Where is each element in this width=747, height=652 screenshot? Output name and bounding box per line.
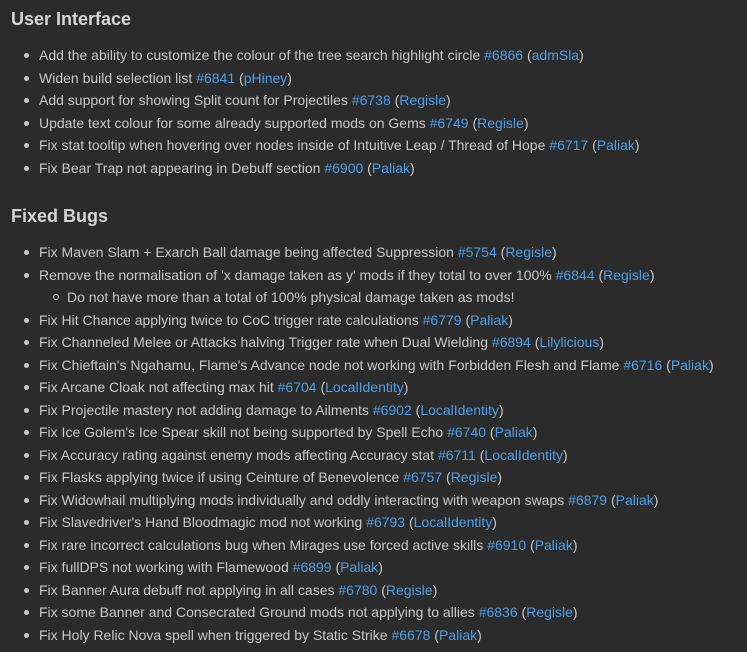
list-item: Fix rare incorrect calculations bug when Mirages use forced active skills #6910 (Paliak) (24, 534, 747, 557)
list-item: Remove the normalisation of 'x damage taken as y' mods if they total to over 100% #6844 (Regisle) Do not have more than a total of 100% physical damage taken as mods! (24, 264, 747, 309)
item-text: Fix Banner Aura debuff not applying in all cases (39, 581, 335, 598)
author-link[interactable]: Paliak (371, 159, 410, 176)
pr-link[interactable]: #6757 (403, 469, 443, 485)
author-link[interactable]: LocalIdentity (484, 446, 564, 463)
item-text: Fix Ice Golem's Ice Spear skill not being supported by Spell Echo (39, 424, 444, 440)
pr-link[interactable]: #6678 (391, 626, 431, 643)
pr-link[interactable]: #6704 (277, 379, 317, 395)
pr-link[interactable]: #6841 (196, 69, 236, 86)
pr-link[interactable]: #6894 (491, 334, 531, 350)
item-text: Fix stat tooltip when hovering over nodes inside of Intuitive Leap / Thread of Hope (39, 137, 546, 153)
list-item: Fix Arcane Cloak not affecting max hit #6704 (LocalIdentity) (24, 376, 747, 399)
author-link[interactable]: Regisle (603, 266, 650, 283)
user-interface-list (24, 44, 747, 179)
pr-link[interactable]: #6740 (447, 424, 487, 440)
pr-link[interactable]: #6879 (568, 491, 608, 508)
list-item: Fix Ice Golem's Ice Spear skill not being supported by Spell Echo #6740 (Paliak) (24, 421, 747, 444)
list-item: Fix Bear Trap not appearing in Debuff section #6900 (Paliak) (24, 157, 747, 180)
list-item: Fix Banner Aura debuff not applying in all cases #6780 (Regisle) (24, 579, 747, 602)
list-item: Add the ability to customize the colour of the tree search highlight circle #6866 (admSla) (24, 44, 747, 67)
item-text: Remove the normalisation of 'x damage taken as y' mods if they total to over 100% (39, 266, 552, 283)
pr-link[interactable]: #6749 (429, 114, 469, 131)
item-text: Fix some Banner and Consecrated Ground mods not applying to allies (39, 604, 475, 620)
item-text: Update text colour for some already supported mods on Gems (39, 114, 426, 131)
author-link[interactable]: Regisle (385, 581, 433, 598)
pr-link[interactable]: #6780 (338, 581, 378, 598)
pr-link[interactable]: #6866 (484, 47, 524, 63)
author-link[interactable]: Paliak (438, 626, 478, 643)
author-link[interactable]: LocalIdentity (413, 514, 493, 530)
list-item: Fix Projectile mastery not adding damage to Ailments #6902 (LocalIdentity) (24, 399, 747, 422)
item-text: Fix Projectile mastery not adding damage to Ailments (39, 401, 369, 418)
list-item: Update text colour for some already supported mods on Gems #6749 (Regisle) (24, 112, 747, 135)
item-text: Fix Accuracy rating against enemy mods affecting Accuracy stat (39, 446, 435, 463)
list-item: Add support for showing Split count for Projectiles #6738 (Regisle) (24, 89, 747, 112)
item-text: Add support for showing Split count for Projectiles (39, 92, 348, 108)
item-text: Fix Chieftain's Ngahamu, Flame's Advance node not working with Forbidden Flesh and Flame (39, 356, 620, 373)
section-title-fixed-bugs: Fixed Bugs (11, 206, 109, 226)
author-link[interactable]: Regisle (477, 114, 524, 131)
list-item: Fix stat tooltip when hovering over nodes inside of Intuitive Leap / Thread of Hope #6717 (Paliak) (24, 134, 747, 157)
item-text: Fix fullDPS not working with Flamewood (39, 559, 289, 575)
item-text: Fix Hit Chance applying twice to CoC trigger rate calculations (39, 311, 419, 328)
list-item: Fix some Banner and Consecrated Ground mods not applying to allies #6836 (Regisle) (24, 601, 747, 624)
pr-link[interactable]: #6716 (623, 356, 663, 373)
pr-link[interactable]: #6910 (487, 536, 527, 553)
pr-link[interactable]: #6779 (422, 311, 462, 328)
author-link[interactable]: admSla (531, 47, 580, 63)
list-item: Fix Widowhail multiplying mods individually and oddly interacting with weapon swaps #6879 (Paliak) (24, 489, 747, 512)
pr-link[interactable]: #6793 (366, 514, 406, 530)
pr-link[interactable]: #6844 (555, 266, 595, 283)
author-link[interactable]: Paliak (670, 356, 709, 373)
section-title-user-interface: User Interface (11, 9, 132, 29)
pr-link[interactable]: #6836 (478, 604, 518, 620)
author-link[interactable]: Paliak (494, 424, 533, 440)
pr-link[interactable]: #6717 (549, 137, 589, 153)
author-link[interactable]: Regisle (505, 244, 553, 260)
item-text: Fix Bear Trap not appearing in Debuff section (39, 159, 321, 176)
item-text: Fix rare incorrect calculations bug when Mirages use forced active skills (39, 536, 484, 553)
list-item: Fix Accuracy rating against enemy mods affecting Accuracy stat #6711 (LocalIdentity) (24, 444, 747, 467)
list-item: Fix Channeled Melee or Attacks halving Trigger rate when Dual Wielding #6894 (Lilylicious) (24, 331, 747, 354)
author-link[interactable]: Regisle (399, 92, 447, 108)
item-text: Fix Arcane Cloak not affecting max hit (39, 379, 274, 395)
list-item: Fix Slavedriver's Hand Bloodmagic mod not working #6793 (LocalIdentity) (24, 511, 747, 534)
author-link[interactable]: LocalIdentity (325, 379, 404, 395)
author-link[interactable]: Paliak (534, 536, 573, 553)
item-text: Fix Slavedriver's Hand Bloodmagic mod not working (39, 514, 363, 530)
sub-list (39, 286, 747, 309)
item-text: Fix Maven Slam + Exarch Ball damage being affected Suppression (39, 244, 454, 260)
list-item: Fix Holy Relic Nova spell when triggered by Static Strike #6678 (Paliak) (24, 624, 747, 647)
pr-link[interactable]: #6902 (372, 401, 412, 418)
sub-list-item: Do not have more than a total of 100% physical damage taken as mods! (39, 286, 747, 309)
list-item: Widen build selection list #6841 (pHiney) (24, 67, 747, 90)
fixed-bugs-list (24, 241, 747, 646)
author-link[interactable]: LocalIdentity (420, 401, 499, 418)
list-item: Fix Flasks applying twice if using Ceinture of Benevolence #6757 (Regisle) (24, 466, 747, 489)
item-text: Fix Holy Relic Nova spell when triggered by Static Strike (39, 626, 388, 643)
author-link[interactable]: Paliak (340, 559, 379, 575)
author-link[interactable]: Lilylicious (539, 334, 600, 350)
list-item: Fix Maven Slam + Exarch Ball damage being affected Suppression #5754 (Regisle) (24, 241, 747, 264)
author-link[interactable]: pHiney (243, 69, 288, 86)
pr-link[interactable]: #6899 (292, 559, 332, 575)
item-text: Fix Widowhail multiplying mods individually and oddly interacting with weapon swaps (39, 491, 565, 508)
pr-link[interactable]: #6738 (351, 92, 391, 108)
author-link[interactable]: Paliak (470, 311, 509, 328)
author-link[interactable]: Regisle (450, 469, 498, 485)
list-item: Fix Chieftain's Ngahamu, Flame's Advance node not working with Forbidden Flesh and Flame #6716 (Paliak) (24, 354, 747, 377)
pr-link[interactable]: #6711 (437, 446, 476, 463)
list-item: Fix fullDPS not working with Flamewood #6899 (Paliak) (24, 556, 747, 579)
item-text: Fix Flasks applying twice if using Ceinture of Benevolence (39, 469, 400, 485)
item-text: Widen build selection list (39, 69, 193, 86)
author-link[interactable]: Paliak (596, 137, 635, 153)
item-text: Add the ability to customize the colour of the tree search highlight circle (39, 47, 481, 63)
item-text: Fix Channeled Melee or Attacks halving Trigger rate when Dual Wielding (39, 334, 489, 350)
author-link[interactable]: Regisle (526, 604, 573, 620)
list-item: Fix Hit Chance applying twice to CoC trigger rate calculations #6779 (Paliak) (24, 309, 747, 332)
author-link[interactable]: Paliak (615, 491, 654, 508)
pr-link[interactable]: #6900 (324, 159, 364, 176)
pr-link[interactable]: #5754 (457, 244, 497, 260)
